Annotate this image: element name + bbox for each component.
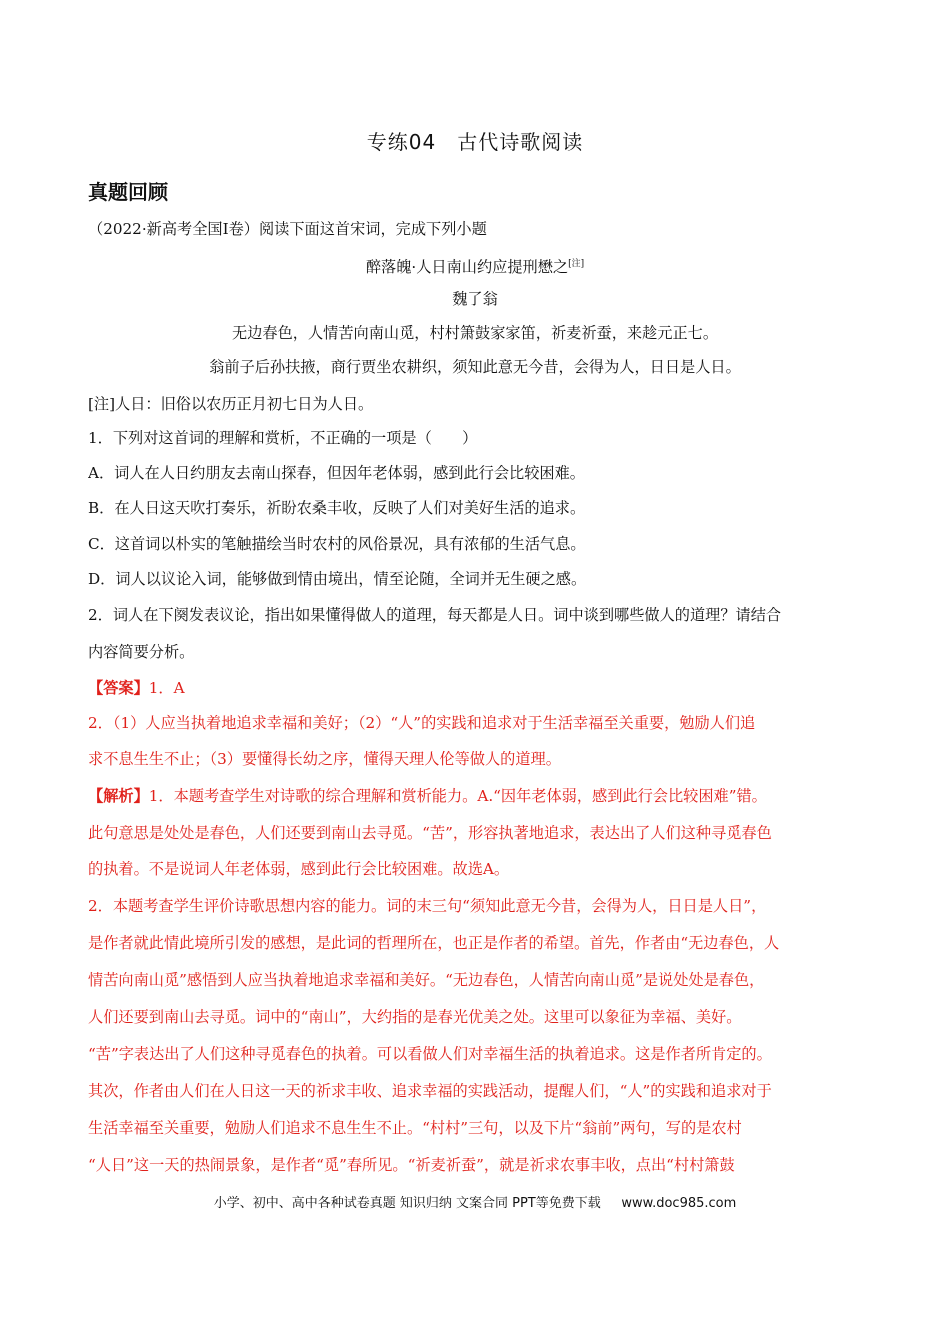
analysis-text: 人们还要到南山去寻觅。词中的“南山”，大约指的是春光优美之处。这里可以象征为幸福、美好。 [88, 1008, 742, 1026]
analysis-text: 的执着。不是说词人年老体弱，感到此行会比较困难。故选A。 [88, 860, 510, 878]
note-marker: [注] [568, 259, 585, 269]
document-title: 专练04 古代诗歌阅读 [366, 130, 584, 154]
question-1: 1．下列对这首词的理解和赏析，不正确的一项是（ ） [88, 429, 478, 447]
option-a: A．词人在人日约朋友去南山探春，但因年老体弱，感到此行会比较困难。 [88, 464, 585, 482]
answer-tag: 【答案】 [88, 679, 149, 697]
poem-line: 翁前子后孙扶掖，商行贾坐农耕织，须知此意无今昔，会得为人，日日是人日。 [209, 358, 741, 376]
poem-author: 魏了翁 [452, 290, 498, 308]
poem-line: 无边春色，人情苦向南山觅，村村箫鼓家家笛，祈麦祈蚕，来趁元正七。 [232, 324, 718, 342]
analysis-text: 是作者就此情此境所引发的感想，是此词的哲理所在，也正是作者的希望。首先，作者由“无边春色，人 [88, 934, 780, 952]
answer-2-cont: 求不息生生不止；（3）要懂得长幼之序，懂得天理人伦等做人的道理。 [88, 750, 561, 768]
analysis-text: 其次，作者由人们在人日这一天的祈求丰收、追求幸福的实践活动，提醒人们，“人”的实践和追求对于 [88, 1082, 772, 1100]
analysis-tag: 【解析】 [88, 787, 149, 805]
poem-note: [注]人日：旧俗以农历正月初七日为人日。 [88, 395, 374, 413]
question-2: 2．词人在下阕发表议论，指出如果懂得做人的道理，每天都是人日。词中谈到哪些做人的道理？请结合 [88, 606, 782, 624]
question-source: （2022·新高考全国Ⅰ卷）阅读下面这首宋词，完成下列小题 [88, 220, 487, 238]
page-footer: 小学、初中、高中各种试卷真题 知识归纳 文案合同 PPT等免费下载 www.doc985.com [213, 1196, 737, 1211]
option-d: D．词人以议论入词，能够做到情由境出，情至论随，全词并无生硬之感。 [88, 570, 587, 588]
question-2-cont: 内容简要分析。 [88, 643, 195, 661]
analysis-text: “人日”这一天的热闹景象，是作者“觅”春所见。“祈麦祈蚕”，就是祈求农事丰收，点出“村村箫鼓 [88, 1156, 735, 1174]
analysis-text: 此句意思是处处是春色，人们还要到南山去寻觅。“苦”，形容执著地追求，表达出了人们这种寻觅春色 [88, 824, 772, 842]
option-c: C．这首词以朴实的笔触描绘当时农村的风俗景况，具有浓郁的生活气息。 [88, 535, 586, 553]
answer-line: 【答案】1．A [88, 679, 185, 697]
poem-title: 醉落魄·人日南山约应提刑懋之[注] [365, 258, 585, 276]
answer-2: 2．（1）人应当执着地追求幸福和美好；（2）“人”的实践和追求对于生活幸福至关重要，勉励人们追 [88, 714, 756, 732]
analysis-text: “苦”字表达出了人们这种寻觅春色的执着。可以看做人们对幸福生活的执着追求。这是作者所肯定的。 [88, 1045, 772, 1063]
analysis-text: 2．本题考查学生评价诗歌思想内容的能力。词的末三句“须知此意无今昔，会得为人，日日是人日”， [88, 897, 767, 915]
analysis-line: 【解析】1．本题考查学生对诗歌的综合理解和赏析能力。A.“因年老体弱，感到此行会比较困难”错。 [88, 787, 767, 805]
section-heading: 真题回顾 [88, 180, 168, 204]
analysis-text: 生活幸福至关重要，勉励人们追求不息生生不止。“村村”三句，以及下片“翁前”两句，写的是农村 [88, 1119, 742, 1137]
option-b: B．在人日这天吹打奏乐，祈盼农桑丰收，反映了人们对美好生活的追求。 [88, 499, 586, 517]
analysis-text: 情苦向南山觅”感悟到人应当执着地追求幸福和美好。“无边春色，人情苦向南山觅”是说处处是春色， [88, 971, 765, 989]
